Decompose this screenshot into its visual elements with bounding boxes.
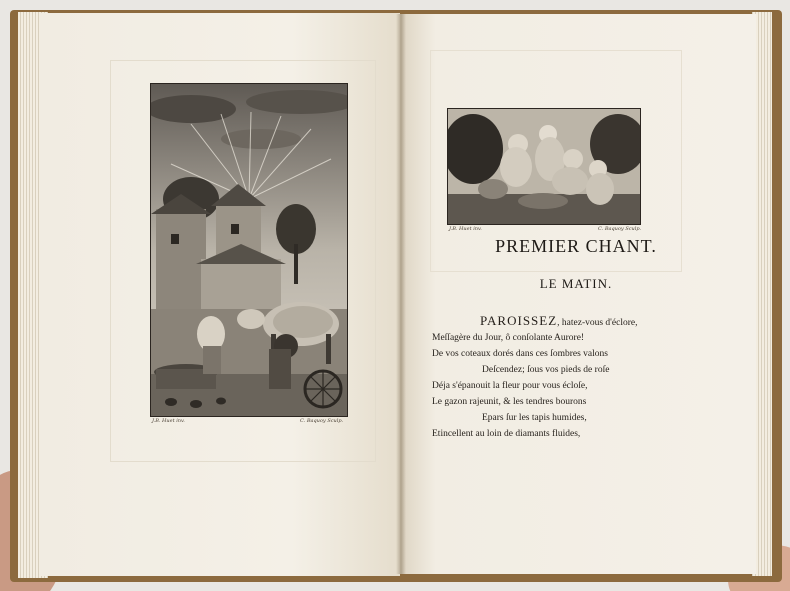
chapter-title: PREMIER CHANT. xyxy=(495,236,657,256)
verse-line-5: Déja s'épanouit la fleur pour vous écloſe, xyxy=(432,381,588,391)
verse-line-7: Epars ſur les tapis humides, xyxy=(482,413,587,423)
verse-drop-word: PAROISSEZ xyxy=(480,313,558,328)
cherubs-vignette-art xyxy=(448,109,640,224)
verse-line-1 xyxy=(480,313,637,329)
cherubs-vignette-engraving xyxy=(447,108,641,225)
right-engraving-artist-credit: J.B. Huet inv. xyxy=(449,226,482,232)
book-gutter xyxy=(396,14,406,574)
verse-line-8: Etincellent au loin de diamants fluides, xyxy=(432,429,581,439)
verse-line-2: Meſſagère du Jour, ô conſolante Aurore! xyxy=(432,333,585,343)
farmyard-engraving-art xyxy=(151,84,347,416)
verse-line-4: Deſcendez; ſous vos pieds de roſe xyxy=(482,365,610,375)
verse-line-1-text: , hatez-vous d'éclore, xyxy=(557,318,638,328)
verse-line-6: Le gazon rajeunit, & les tendres bourons xyxy=(432,397,587,407)
farmyard-engraving xyxy=(150,83,348,417)
left-engraving-engraver-credit: C. Baquoy Sculp. xyxy=(300,418,344,424)
right-engraving-engraver-credit: C. Baquoy Sculp. xyxy=(598,226,642,232)
chapter-subtitle: LE MATIN. xyxy=(539,276,613,291)
left-engraving-artist-credit: J.B. Huet inv. xyxy=(152,418,185,424)
verse-line-3: De vos coteaux dorés dans ces ſombres valons xyxy=(432,349,608,359)
